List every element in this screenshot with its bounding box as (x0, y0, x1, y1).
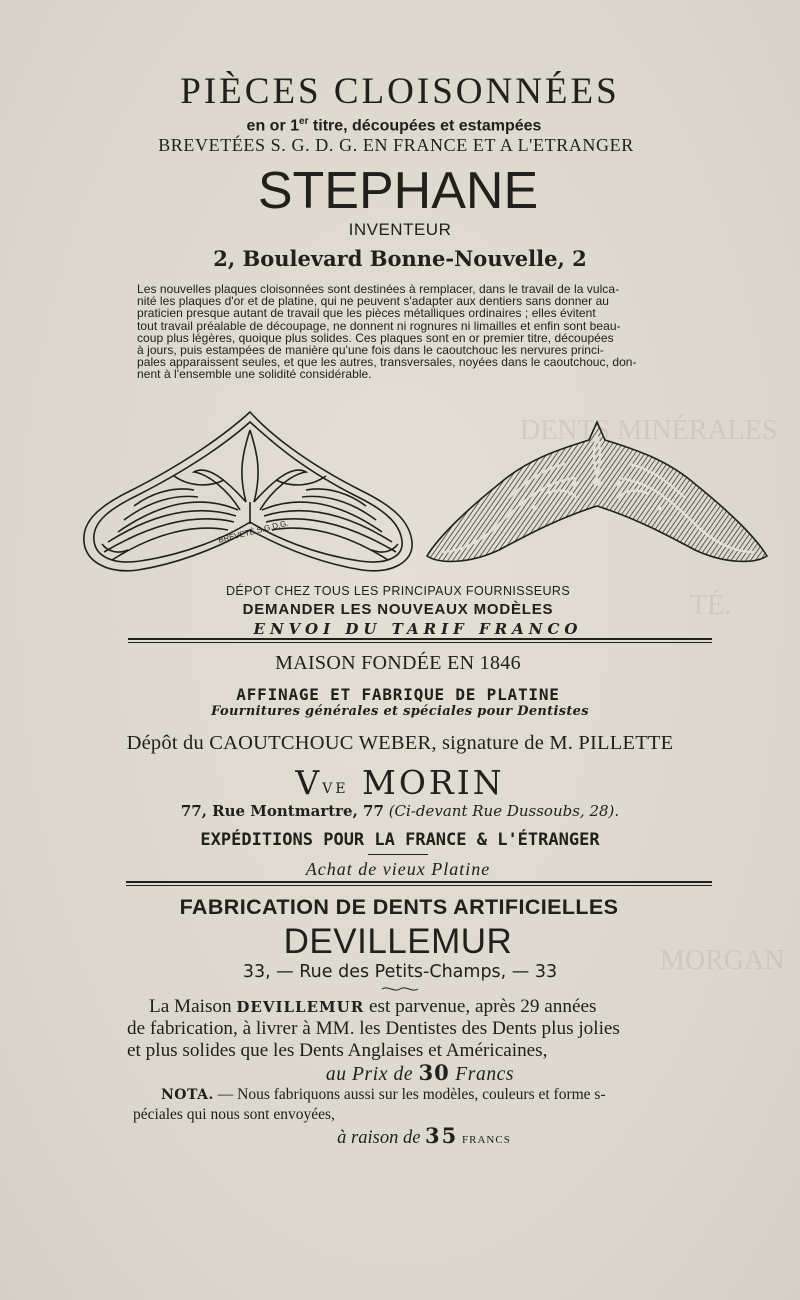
paragraph-text: est parvenue, après 29 années (364, 996, 597, 1017)
description-line: tout travail préalable de découpage, ne donnent ni rognures ni limailles et enfin sont beau- (137, 318, 621, 333)
show-through-text: DENTS MINÉRALES (520, 415, 778, 446)
rate-label: à raison de (337, 1128, 426, 1148)
patent-line: BREVETÉES S. G. D. G. EN FRANCE ET A L'ETRANGER (158, 135, 634, 155)
shipping-line: EXPÉDITIONS POUR LA FRANCE & L'ÉTRANGER (200, 830, 600, 850)
description-line: à jours, puis estampées de manière qu'une fois dans le caoutchouc les nervures princi- (137, 343, 604, 358)
devillemur-address: 33, — Rue des Petits-Champs, — 33 (242, 962, 558, 982)
nota-line (133, 1085, 723, 1105)
rate-unit: FRANCS (458, 1134, 511, 1146)
depot-line: DÉPOT CHEZ TOUS LES PRINCIPAUX FOURNISSEURS (225, 584, 571, 598)
price-label: au Prix de (325, 1064, 419, 1085)
paragraph-line: de fabrication, à livrer à MM. les Dentistes des Dents plus jolies (127, 1018, 620, 1039)
paragraph-line (127, 996, 723, 1018)
description-line: pales apparaissent seules, et que les autres, transversales, noyées dans le caoutchouc, don- (137, 355, 637, 370)
paragraph-text: La Maison (149, 996, 237, 1017)
divider-rule (126, 885, 712, 886)
subtitle-text-rest: titre, découpées et estampées (308, 117, 542, 135)
address-former: (Ci-devant Rue Dussoubs, 28). (388, 802, 620, 820)
maker-name: STEPHANE (257, 162, 539, 220)
rate-line (24, 1124, 800, 1152)
divider-rule (128, 642, 712, 643)
supplies-line: Fournitures générales et spéciales pour Dentistes (211, 704, 589, 719)
plate-engraving: BREVETÉ S.G.D.G. (217, 518, 290, 545)
description-line: praticien presque autant de travail que les pièces métalliques ordinaires ; elles évitent (137, 306, 596, 321)
name-surname: MORIN (348, 763, 505, 802)
show-through-text: MORGAN (660, 945, 785, 976)
devillemur-name: DEVILLEMUR (283, 922, 513, 961)
subtitle-text: en or 1 (246, 117, 300, 135)
short-rule (368, 854, 428, 855)
nota-line: péciales qui nous sont envoyées, (133, 1106, 335, 1123)
show-through-text: TÉ. (690, 590, 732, 621)
paragraph-line: et plus solides que les Dents Anglaises et Américaines, (127, 1040, 548, 1061)
ad-title: PIÈCES CLOISONNÉES (180, 71, 620, 112)
nota-label: NOTA. (161, 1087, 214, 1103)
plate-illustration-right (425, 418, 770, 568)
product-description (137, 283, 723, 381)
teeth-heading: FABRICATION DE DENTS ARTIFICIELLES (179, 895, 619, 919)
description-line: Les nouvelles plaques cloisonnées sont destinées à remplacer, dans le travail de la vulca- (137, 282, 620, 296)
trade-line: AFFINAGE ET FABRIQUE DE PLATINE (236, 685, 560, 704)
morin-address (0, 799, 800, 823)
price-line (20, 1061, 800, 1087)
nota-paragraph (133, 1085, 723, 1124)
divider-rule (128, 638, 712, 640)
price-value: 30 (418, 1060, 450, 1085)
name-initial: V (295, 763, 323, 802)
morin-name (0, 764, 800, 802)
purchase-line: Achat de vieux Platine (305, 859, 491, 879)
divider-rule (126, 881, 712, 883)
nota-text: — Nous fabriquons aussi sur les modèles, couleurs et forme s- (213, 1086, 606, 1103)
founded-line: MAISON FONDÉE EN 1846 (275, 652, 521, 674)
description-line: nité les plaques d'or et de platine, qui ne peuvent s'adapter aux dentiers sans donner au (137, 294, 610, 309)
description-line: nent à l'ensemble une solidité considérable. (137, 367, 372, 382)
rubber-depot-line: Dépôt du CAOUTCHOUC WEBER, signature de M. PILLETTE (126, 732, 674, 754)
address-main: 77, Rue Montmartre, 77 (180, 802, 384, 820)
description-line: coup plus légères, quoique plus solides. Ces plaques sont en or premier titre, découpées (137, 330, 614, 345)
rate-value: 35 (425, 1123, 459, 1148)
maker-role: INVENTEUR (348, 220, 452, 239)
devillemur-paragraph (127, 996, 723, 1062)
brand-name: DEVILLEMUR (236, 998, 365, 1016)
maker-address: 2, Boulevard Bonne-Nouvelle, 2 (213, 246, 587, 271)
new-models-line: DEMANDER LES NOUVEAUX MODÈLES (242, 601, 554, 618)
tariff-line: ENVOI DU TARIF FRANCO (253, 620, 583, 638)
subtitle-sup: er (299, 116, 309, 127)
price-unit: Francs (449, 1064, 515, 1085)
ornament-flourish (380, 985, 420, 993)
ad-subtitle (0, 112, 794, 136)
plate-illustration-left (78, 402, 418, 580)
name-sup: VE (322, 781, 349, 797)
